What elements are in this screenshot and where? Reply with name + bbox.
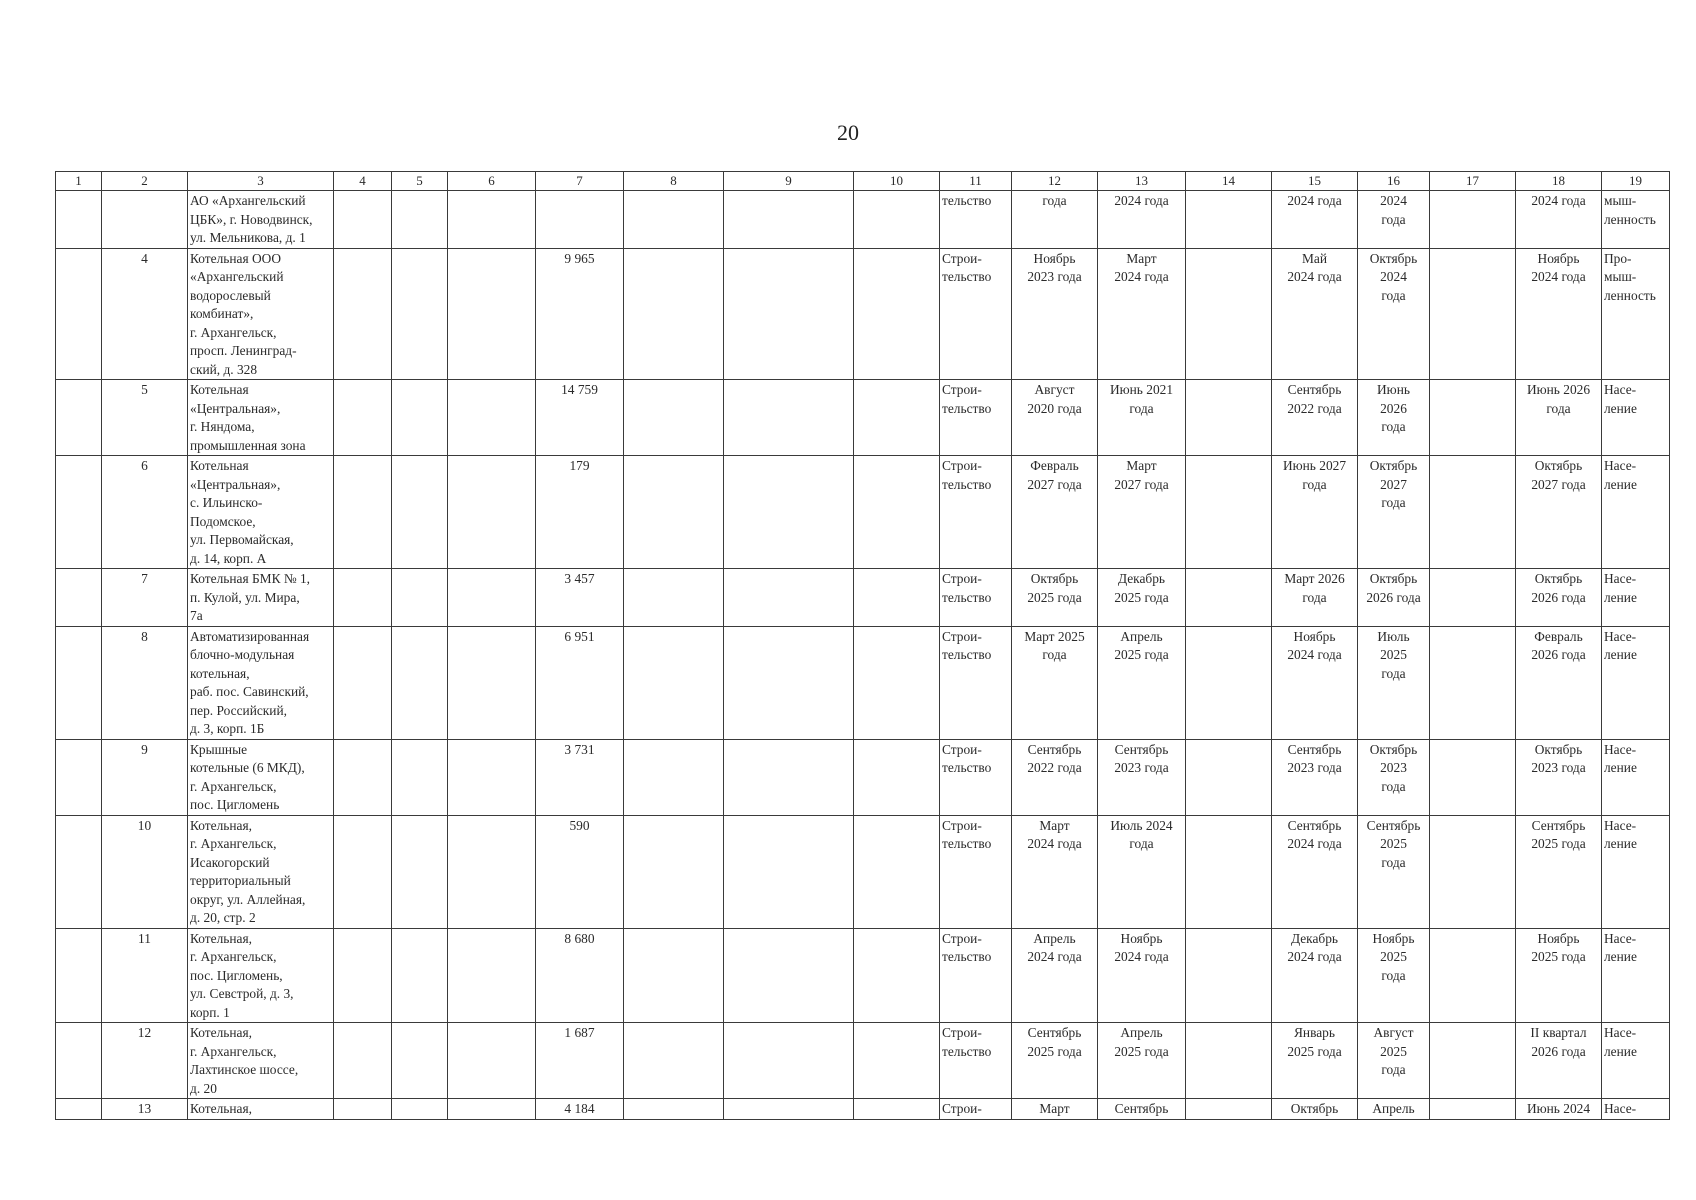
page-number: 20 bbox=[837, 120, 859, 145]
capacity-value: 1 687 bbox=[536, 1023, 624, 1099]
date-cell: Август 2025 года bbox=[1358, 1023, 1430, 1099]
date-cell: Сентябрь 2025 года bbox=[1358, 815, 1430, 928]
date-cell: Апрель 2025 года bbox=[1098, 626, 1186, 739]
consumer-type: Насе- ление bbox=[1602, 815, 1670, 928]
consumer-type: Насе- ление bbox=[1602, 1023, 1670, 1099]
column-number: 13 bbox=[1098, 172, 1186, 191]
date-cell: Июнь 2027 года bbox=[1272, 456, 1358, 569]
data-table bbox=[55, 171, 1670, 1120]
date-cell: Ноябрь 2025 года bbox=[1358, 928, 1430, 1023]
column-number: 3 bbox=[188, 172, 334, 191]
date-cell: Сентябрь 2023 года bbox=[1272, 739, 1358, 815]
capacity-value bbox=[536, 191, 624, 249]
date-cell: Ноябрь 2024 года bbox=[1272, 626, 1358, 739]
row-number: 7 bbox=[102, 569, 188, 627]
date-cell: Октябрь 2027 года bbox=[1358, 456, 1430, 569]
column-number: 4 bbox=[334, 172, 392, 191]
date-cell: Ноябрь 2024 года bbox=[1516, 248, 1602, 380]
row-number: 9 bbox=[102, 739, 188, 815]
date-cell: Ноябрь 2023 года bbox=[1012, 248, 1098, 380]
column-number: 1 bbox=[56, 172, 102, 191]
column-number: 10 bbox=[854, 172, 940, 191]
date-cell: Февраль 2027 года bbox=[1012, 456, 1098, 569]
capacity-value: 590 bbox=[536, 815, 624, 928]
row-number: 12 bbox=[102, 1023, 188, 1099]
date-cell: Март bbox=[1012, 1099, 1098, 1120]
date-cell: Декабрь 2025 года bbox=[1098, 569, 1186, 627]
date-cell: Октябрь bbox=[1272, 1099, 1358, 1120]
column-number: 12 bbox=[1012, 172, 1098, 191]
capacity-value: 6 951 bbox=[536, 626, 624, 739]
row-number: 13 bbox=[102, 1099, 188, 1120]
date-cell: Март 2024 года bbox=[1012, 815, 1098, 928]
row-number bbox=[102, 191, 188, 249]
date-cell: 2024 года bbox=[1272, 191, 1358, 249]
date-cell: Октябрь 2024 года bbox=[1358, 248, 1430, 380]
work-type: Строи- тельство bbox=[940, 815, 1012, 928]
date-cell: Сентябрь 2023 года bbox=[1098, 739, 1186, 815]
consumer-type: Насе- ление bbox=[1602, 569, 1670, 627]
date-cell: Сентябрь 2025 года bbox=[1516, 815, 1602, 928]
consumer-type: Насе- ление bbox=[1602, 928, 1670, 1023]
object-name: Котельная, г. Архангельск, пос. Цигломень, ул. Севстрой, д. 3, корп. 1 bbox=[188, 928, 334, 1023]
date-cell: Ноябрь 2024 года bbox=[1098, 928, 1186, 1023]
capacity-value: 4 184 bbox=[536, 1099, 624, 1120]
consumer-type: Насе- ление bbox=[1602, 380, 1670, 456]
work-type: Строи- тельство bbox=[940, 456, 1012, 569]
date-cell: Июль 2024 года bbox=[1098, 815, 1186, 928]
capacity-value: 14 759 bbox=[536, 380, 624, 456]
work-type: Строи- тельство bbox=[940, 928, 1012, 1023]
date-cell: Сентябрь 2022 года bbox=[1012, 739, 1098, 815]
consumer-type: Насе- ление bbox=[1602, 626, 1670, 739]
work-type: Строи- bbox=[940, 1099, 1012, 1120]
column-number: 7 bbox=[536, 172, 624, 191]
row-number: 8 bbox=[102, 626, 188, 739]
column-number: 14 bbox=[1186, 172, 1272, 191]
column-number: 17 bbox=[1430, 172, 1516, 191]
work-type: Строи- тельство bbox=[940, 626, 1012, 739]
date-cell: Март 2027 года bbox=[1098, 456, 1186, 569]
date-cell: Апрель 2024 года bbox=[1012, 928, 1098, 1023]
date-cell: II квартал 2026 года bbox=[1516, 1023, 1602, 1099]
date-cell: Сентябрь 2024 года bbox=[1272, 815, 1358, 928]
consumer-type: Про- мыш- ленность bbox=[1602, 248, 1670, 380]
date-cell: Июнь 2021 года bbox=[1098, 380, 1186, 456]
object-name: Котельная «Центральная», с. Ильинско- Подомское, ул. Первомайская, д. 14, корп. А bbox=[188, 456, 334, 569]
date-cell: Июнь 2024 bbox=[1516, 1099, 1602, 1120]
date-cell: Июль 2025 года bbox=[1358, 626, 1430, 739]
object-name: Котельная, г. Архангельск, Исакогорский территориальный округ, ул. Аллейная, д. 20, стр. 2 bbox=[188, 815, 334, 928]
date-cell: Октябрь 2023 года bbox=[1516, 739, 1602, 815]
date-cell: Март 2025 года bbox=[1012, 626, 1098, 739]
column-number: 15 bbox=[1272, 172, 1358, 191]
date-cell: Сентябрь 2022 года bbox=[1272, 380, 1358, 456]
work-type: Строи- тельство bbox=[940, 569, 1012, 627]
date-cell: Сентябрь bbox=[1098, 1099, 1186, 1120]
table-row bbox=[56, 456, 1670, 569]
capacity-value: 8 680 bbox=[536, 928, 624, 1023]
column-number: 2 bbox=[102, 172, 188, 191]
work-type: тельство bbox=[940, 191, 1012, 249]
consumer-type: мыш- ленность bbox=[1602, 191, 1670, 249]
table-row bbox=[56, 1023, 1670, 1099]
object-name: Автоматизированная блочно-модульная котельная, раб. пос. Савинский, пер. Российский, д. 3, корп. 1Б bbox=[188, 626, 334, 739]
date-cell: 2024 года bbox=[1358, 191, 1430, 249]
work-type: Строи- тельство bbox=[940, 739, 1012, 815]
date-cell: Июнь 2026 года bbox=[1358, 380, 1430, 456]
column-number: 18 bbox=[1516, 172, 1602, 191]
date-cell: года bbox=[1012, 191, 1098, 249]
work-type: Строи- тельство bbox=[940, 380, 1012, 456]
table-row bbox=[56, 569, 1670, 627]
object-name: Котельная, bbox=[188, 1099, 334, 1120]
row-number: 10 bbox=[102, 815, 188, 928]
date-cell: Июнь 2026 года bbox=[1516, 380, 1602, 456]
row-number: 5 bbox=[102, 380, 188, 456]
object-name: Котельная БМК № 1, п. Кулой, ул. Мира, 7а bbox=[188, 569, 334, 627]
date-cell: Октябрь 2027 года bbox=[1516, 456, 1602, 569]
date-cell: Апрель 2025 года bbox=[1098, 1023, 1186, 1099]
row-number: 4 bbox=[102, 248, 188, 380]
column-number: 8 bbox=[624, 172, 724, 191]
capacity-value: 3 457 bbox=[536, 569, 624, 627]
capacity-value: 179 bbox=[536, 456, 624, 569]
table-row bbox=[56, 928, 1670, 1023]
object-name: Крышные котельные (6 МКД), г. Архангельск, пос. Цигломень bbox=[188, 739, 334, 815]
date-cell: 2024 года bbox=[1516, 191, 1602, 249]
work-type: Строи- тельство bbox=[940, 248, 1012, 380]
consumer-type: Насе- ление bbox=[1602, 739, 1670, 815]
object-name: АО «Архангельский ЦБК», г. Новодвинск, ул. Мельникова, д. 1 bbox=[188, 191, 334, 249]
work-type: Строи- тельство bbox=[940, 1023, 1012, 1099]
date-cell: Март 2024 года bbox=[1098, 248, 1186, 380]
table-row bbox=[56, 739, 1670, 815]
object-name: Котельная «Центральная», г. Няндома, промышленная зона bbox=[188, 380, 334, 456]
column-number: 16 bbox=[1358, 172, 1430, 191]
date-cell: Апрель bbox=[1358, 1099, 1430, 1120]
column-number: 9 bbox=[724, 172, 854, 191]
date-cell: Август 2020 года bbox=[1012, 380, 1098, 456]
consumer-type: Насе- ление bbox=[1602, 456, 1670, 569]
date-cell: Февраль 2026 года bbox=[1516, 626, 1602, 739]
date-cell: Октябрь 2026 года bbox=[1358, 569, 1430, 627]
row-number: 11 bbox=[102, 928, 188, 1023]
date-cell: Октябрь 2026 года bbox=[1516, 569, 1602, 627]
table-row bbox=[56, 815, 1670, 928]
table-row bbox=[56, 1099, 1670, 1120]
object-name: Котельная, г. Архангельск, Лахтинское шоссе, д. 20 bbox=[188, 1023, 334, 1099]
date-cell: Май 2024 года bbox=[1272, 248, 1358, 380]
date-cell: Март 2026 года bbox=[1272, 569, 1358, 627]
column-number-row bbox=[56, 172, 1670, 191]
table-row bbox=[56, 380, 1670, 456]
column-number: 5 bbox=[392, 172, 448, 191]
date-cell: Январь 2025 года bbox=[1272, 1023, 1358, 1099]
row-number: 6 bbox=[102, 456, 188, 569]
date-cell: Октябрь 2025 года bbox=[1012, 569, 1098, 627]
date-cell: Октябрь 2023 года bbox=[1358, 739, 1430, 815]
capacity-value: 3 731 bbox=[536, 739, 624, 815]
table-row bbox=[56, 626, 1670, 739]
capacity-value: 9 965 bbox=[536, 248, 624, 380]
date-cell: Сентябрь 2025 года bbox=[1012, 1023, 1098, 1099]
table-row bbox=[56, 248, 1670, 380]
table-row bbox=[56, 191, 1670, 249]
column-number: 11 bbox=[940, 172, 1012, 191]
consumer-type: Насе- bbox=[1602, 1099, 1670, 1120]
date-cell: Декабрь 2024 года bbox=[1272, 928, 1358, 1023]
date-cell: Ноябрь 2025 года bbox=[1516, 928, 1602, 1023]
object-name: Котельная ООО «Архангельский водорослевый комбинат», г. Архангельск, просп. Ленинград- ский, д. 328 bbox=[188, 248, 334, 380]
date-cell: 2024 года bbox=[1098, 191, 1186, 249]
column-number: 6 bbox=[448, 172, 536, 191]
column-number: 19 bbox=[1602, 172, 1670, 191]
